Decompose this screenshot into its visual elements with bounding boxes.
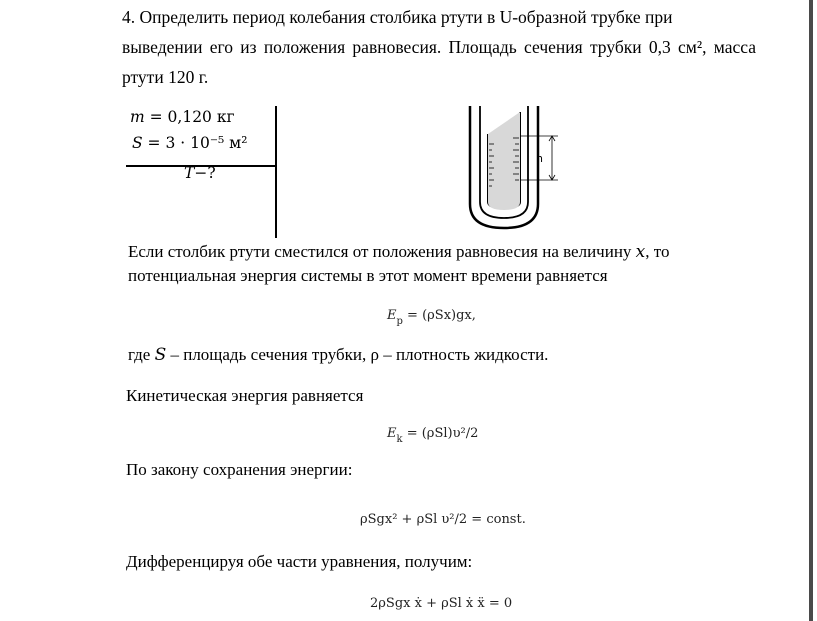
height-label: h <box>536 152 543 165</box>
conservation-formula: ρSgx² + ρSl υ²/2 = const. <box>360 512 526 527</box>
potential-energy-symbol: E <box>387 308 397 323</box>
problem-line-1: 4. Определить период колебания столбика ртути в U-образной трубке при <box>122 7 673 27</box>
conservation-intro: По закону сохранения энергии: <box>126 460 353 479</box>
kinetic-energy-rhs: = (ρSl)υ²/2 <box>406 426 479 441</box>
solution-line-2: потенциальная энергия системы в этот момент времени равняется <box>128 266 608 285</box>
given-divider-vertical <box>275 106 277 238</box>
where-line: где 𝑆 – площадь сечения трубки, ρ – плотность жидкости. <box>128 345 549 364</box>
potential-energy-rhs: = (ρSx)gx, <box>407 308 476 323</box>
kinetic-energy-subscript: k <box>396 434 403 445</box>
potential-energy-formula <box>387 308 476 327</box>
problem-line-2: выведении его из положения равновесия. Площадь сечения трубки 0,3 см², масса ртути 120 г. <box>122 37 756 87</box>
given-mass: 𝑚 = 0,120 кг <box>130 108 235 126</box>
u-tube-figure <box>466 104 566 239</box>
u-tube-diagram <box>466 104 566 234</box>
given-area: 𝑆 = 3 · 10⁻⁵ м² <box>132 134 248 152</box>
kinetic-intro: Кинетическая энергия равняется <box>126 386 364 405</box>
solution-paragraph-1 <box>128 240 669 288</box>
differential-formula: 2ρSgx ẋ + ρSl ẋ ẍ = 0 <box>370 596 513 611</box>
solution-line-1: Если столбик ртути сместился от положения равновесия на величину 𝑥, то <box>128 242 670 261</box>
given-block <box>122 106 282 240</box>
problem-statement <box>122 2 756 92</box>
potential-energy-subscript: p <box>396 316 403 327</box>
unknown-period: 𝑇−? <box>184 164 216 182</box>
kinetic-energy-formula <box>387 426 479 445</box>
differentiate-intro: Дифференцируя обе части уравнения, получим: <box>126 552 473 571</box>
kinetic-energy-symbol: E <box>387 426 397 441</box>
